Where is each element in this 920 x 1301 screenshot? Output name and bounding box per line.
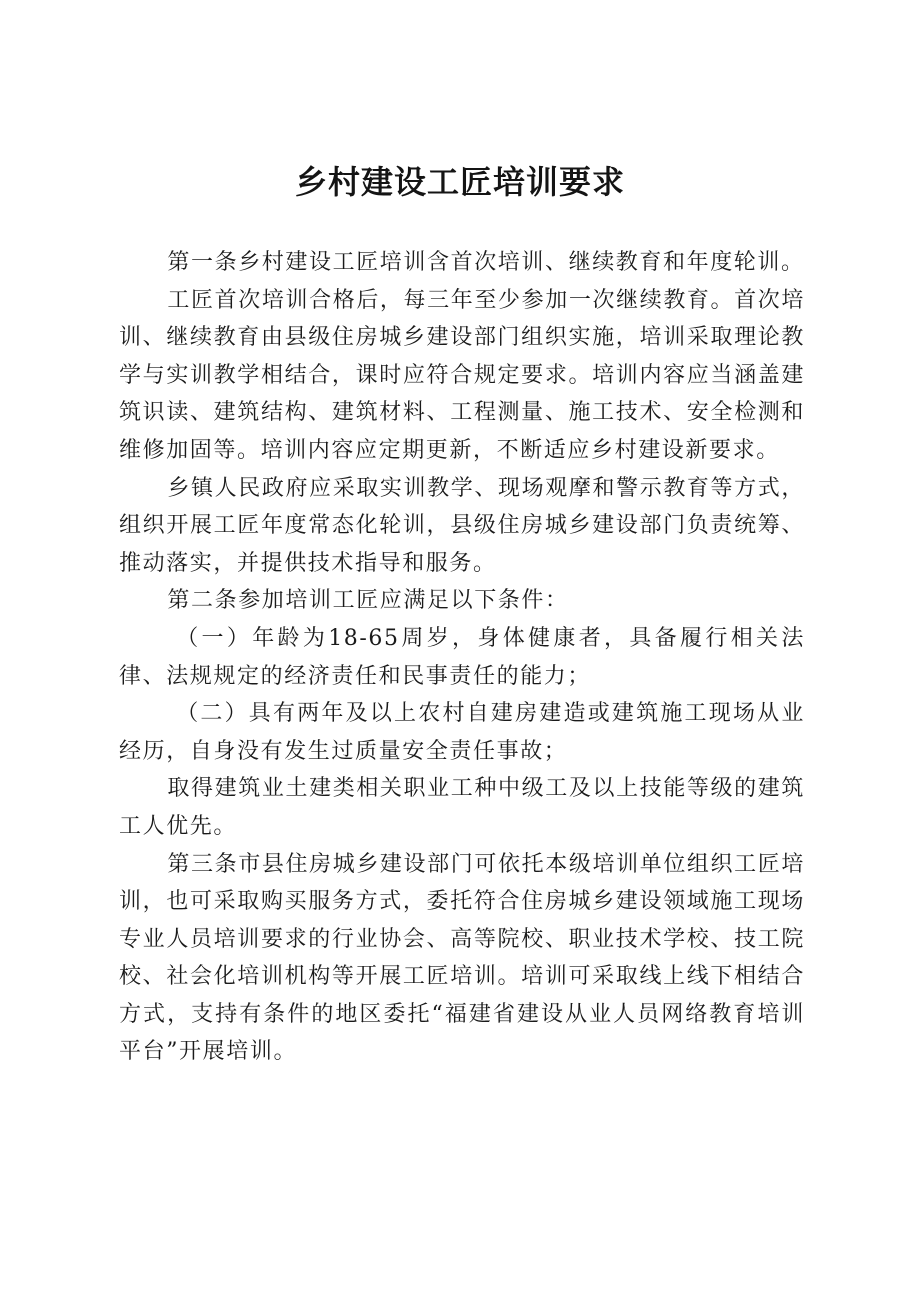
paragraph-article-1: 第一条乡村建设工匠培训含首次培训、继续教育和年度轮训。 [167, 250, 805, 275]
document-title: 乡村建设工匠培训要求 [294, 163, 625, 201]
document-body [119, 244, 805, 1071]
list-item-condition-1: （一）年龄为18-65周岁，身体健康者，具备履行相关法律、法规规定的经济责任和民事责任的能力； [119, 625, 805, 689]
paragraph-article-2: 第二条参加培训工匠应满足以下条件： [167, 588, 569, 614]
paragraph-annual-training: 乡镇人民政府应采取实训教学、现场观摩和警示教育等方式，组织开展工匠年度常态化轮训，县级住房城乡建设部门负责统筹、推动落实，并提供技术指导和服务。 [119, 475, 805, 576]
paragraph-priority: 取得建筑业土建类相关职业工种中级工及以上技能等级的建筑工人优先。 [119, 776, 805, 839]
paragraph-article-3: 第三条市县住房城乡建设部门可依托本级培训单位组织工匠培训，也可采取购买服务方式，委托符合住房城乡建设领域施工现场专业人员培训要求的行业协会、高等院校、职业技术学校、技工院校、社会化培训机构等开展工匠培训。培训可采取线上线下相结合方式，支持有条件的地区委托“福建省建设从业人员网络教育培训平台”开展培训。 [119, 851, 805, 1065]
list-item-condition-2: （二）具有两年及以上农村自建房建造或建筑施工现场从业经历，自身没有发生过质量安全责任事故； [119, 701, 805, 764]
paragraph-continuing-education: 工匠首次培训合格后，每三年至少参加一次继续教育。首次培训、继续教育由县级住房城乡建设部门组织实施，培训采取理论教学与实训教学相结合，课时应符合规定要求。培训内容应当涵盖建筑识读、建筑结构、建筑材料、工程测量、施工技术、安全检测和维修加固等。培训内容应定期更新，不断适应乡村建设新要求。 [119, 287, 805, 463]
